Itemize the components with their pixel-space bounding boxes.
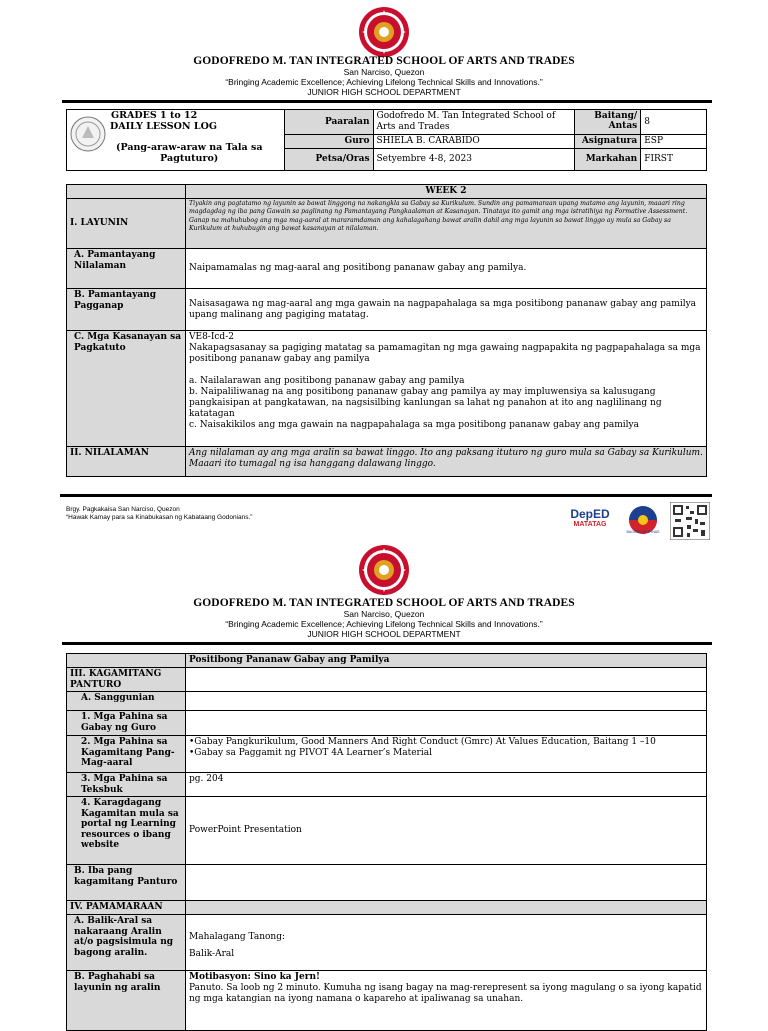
teksbuk-value: pg. 204 bbox=[186, 773, 707, 797]
bagong-pilipinas-logo-icon bbox=[624, 503, 662, 541]
paghahabi-title: Motibasyon: Sino ka Jern! bbox=[189, 972, 320, 982]
footer-divider bbox=[60, 494, 712, 497]
footer-slogan: “Hawak Kamay para sa Kinabukasan ng Kabataang Godonians.” bbox=[66, 514, 253, 521]
kagamitang-line2: •Gabay sa Paggamit ng PIVOT 4A Learner’s Material bbox=[189, 748, 432, 758]
header-divider-page2 bbox=[62, 642, 712, 645]
log-title-line2: DAILY LESSON LOG bbox=[110, 121, 217, 132]
bagong-pilipinas-text: BAGONG PILIPINAS bbox=[626, 530, 660, 534]
kasanayan-main: Nakapagsasanay sa pagiging matatag sa pamamagitan ng mga gawaing nagpapakita ng pagpapahalaga sa mga positibong pananaw gabay ang pamilya bbox=[189, 343, 701, 364]
pamantayang-pagganap-label: B. Pamantayang Pagganap bbox=[67, 289, 186, 331]
asignatura-label: Asignatura bbox=[575, 135, 641, 149]
qr-code-icon bbox=[670, 502, 710, 540]
nilalaman-text: Ang nilalaman ay ang mga aralin sa bawat linggo. Ito ang paksang ituturo ng guro mula sa Gabay sa Kurikulum. Maaari ito tumagal ng isa hanggang dalawang linggo. bbox=[186, 447, 707, 477]
petsa-value: Setyembre 4-8, 2023 bbox=[373, 149, 575, 171]
week-label: WEEK 2 bbox=[186, 185, 707, 199]
karagdagang-value: PowerPoint Presentation bbox=[186, 797, 707, 865]
log-info-table bbox=[66, 109, 707, 171]
school-seal-icon-page2 bbox=[358, 544, 410, 596]
log-title-cell bbox=[67, 110, 285, 171]
markahan-value: FIRST bbox=[641, 149, 707, 171]
log-title-line1: GRADES 1 to 12 bbox=[111, 110, 198, 121]
objectives-table bbox=[66, 184, 707, 477]
layunin-label: I. LAYUNIN bbox=[67, 199, 186, 249]
guro-value: SHIELA B. CARABIDO bbox=[373, 135, 575, 149]
department-label-page2: JUNIOR HIGH SCHOOL DEPARTMENT bbox=[307, 629, 461, 639]
kagamitang-line1: •Gabay Pangkurikulum, Good Manners And Right Conduct (Gmrc) At Values Education, Baitang 1 –10 bbox=[189, 737, 656, 747]
asignatura-value: ESP bbox=[641, 135, 707, 149]
iba-pang-value bbox=[186, 865, 707, 901]
school-name: GODOFREDO M. TAN INTEGRATED SCHOOL OF ARTS AND TRADES bbox=[193, 55, 575, 67]
pamamaraan-label: IV. PAMAMARAAN bbox=[67, 901, 186, 915]
sanggunian-value bbox=[186, 692, 707, 711]
school-motto-page2: “Bringing Academic Excellence; Achieving Lifelong Technical Skills and Innovations.” bbox=[225, 619, 543, 629]
pamantayang-nilalaman-text: Naipamamalas ng mag-aaral ang positibong pananaw gabay ang pamilya. bbox=[186, 249, 707, 289]
kasanayan-code: VE8-Icd-2 bbox=[189, 332, 234, 342]
header-divider bbox=[62, 100, 712, 103]
footer-address: Brgy. Pagkakaisa San Narciso, Quezon bbox=[66, 506, 180, 513]
markahan-label: Markahan bbox=[575, 149, 641, 171]
lesson-topic: Positibong Pananaw Gabay ang Pamilya bbox=[186, 654, 707, 668]
deped-matatag-logo bbox=[566, 502, 614, 540]
department-label: JUNIOR HIGH SCHOOL DEPARTMENT bbox=[307, 87, 461, 97]
kasanayan-cell bbox=[186, 331, 707, 447]
week-spacer-cell bbox=[67, 185, 186, 199]
school-location: San Narciso, Quezon bbox=[343, 67, 425, 77]
baitang-value: 8 bbox=[641, 110, 707, 135]
paaralan-value: Godofredo M. Tan Integrated School of Arts and Trades bbox=[373, 110, 575, 135]
layunin-text: Tiyakin ang pagtatamo ng layunin sa bawat linggong na nakangkla sa Gabay sa Kurikulum. Sundin ang pamamaraan upang matamo ang layunin, maaari ring magdagdag ng iba pang Gawain sa paglinang ng Pamantayang Pangkaalaman at Kasanayan. Tinataya ito gamit ang mga istratihiya ng Formative Assessment. Ganap na mahuhubog ang mga mag-aaral at mararamdaman ang kahalagahang bawat aralin dahil ang mga layunin sa bawat linggo ay mula sa Gabay sa Kurikulum at huhubugin ang bawat kasanayan at nilalaman. bbox=[186, 199, 707, 249]
paghahabi-cell bbox=[186, 971, 707, 1031]
deped-logo-text: DepED bbox=[570, 507, 610, 521]
topic-spacer-cell bbox=[67, 654, 186, 668]
paaralan-label: Paaralan bbox=[285, 110, 373, 135]
gabay-guro-label: 1. Mga Pahina sa Gabay ng Guro bbox=[67, 711, 186, 736]
log-subtitle: (Pang-araw-araw na Tala sa Pagtuturo) bbox=[115, 142, 263, 164]
matatag-logo-text: MATATAG bbox=[573, 521, 607, 528]
balik-aral-line2: Balik-Aral bbox=[189, 948, 235, 959]
pamantayang-nilalaman-label: A. Pamantayang Nilalaman bbox=[67, 249, 186, 289]
kasanayan-a: a. Nailalarawan ang positibong pananaw gabay ang pamilya bbox=[189, 376, 465, 386]
school-seal-icon bbox=[358, 6, 410, 58]
school-location-page2: San Narciso, Quezon bbox=[343, 609, 425, 619]
paghahabi-label: B. Paghahabi sa layunin ng aralin bbox=[67, 971, 186, 1031]
kagamitang-label: III. KAGAMITANG PANTURO bbox=[67, 668, 186, 692]
materials-procedure-table bbox=[66, 653, 707, 1031]
kasanayan-label: C. Mga Kasanayan sa Pagkatuto bbox=[67, 331, 186, 447]
kagamitang-value bbox=[186, 668, 707, 692]
kasanayan-b: b. Naipaliliwanag na ang positibong pananaw gabay ang pamilya ay may impluwensiya sa kalusugang pangkaisipan at pangkatawan, na nagsisilbing kanlungan sa lahat ng panahon at ito ang naglilinang ng katatagan bbox=[189, 387, 662, 419]
guro-label: Guro bbox=[285, 135, 373, 149]
kasanayan-c: c. Naisakikilos ang mga gawain na nagpapahalaga sa mga positibong pananaw gabay ang pamilya bbox=[189, 420, 639, 430]
kagamitang-mag-aaral-cell bbox=[186, 736, 707, 773]
paghahabi-text: Panuto. Sa loob ng 2 minuto. Kumuha ng isang bagay na mag-rerepresent sa iyong magulang o sa iyong kapatid ng mga katangian na iyong namana o kapareho at ipaliwanag sa unahan. bbox=[189, 983, 702, 1004]
school-motto: “Bringing Academic Excellence; Achieving Lifelong Technical Skills and Innovations.” bbox=[225, 77, 543, 87]
kagamitang-mag-aaral-label: 2. Mga Pahina sa Kagamitang Pang-Mag-aaral bbox=[67, 736, 186, 773]
balik-aral-line1: Mahalagang Tanong: bbox=[189, 931, 286, 942]
sanggunian-label: A. Sanggunian bbox=[67, 692, 186, 711]
teksbuk-label: 3. Mga Pahina sa Teksbuk bbox=[67, 773, 186, 797]
gabay-guro-value bbox=[186, 711, 707, 736]
petsa-label: Petsa/Oras bbox=[285, 149, 373, 171]
pamamaraan-value bbox=[186, 901, 707, 915]
balik-aral-label: A. Balik-Aral sa nakaraang Aralin at/o pagsisimula ng bagong aralin. bbox=[67, 915, 186, 971]
karagdagang-label: 4. Karagdagang Kagamitan mula sa portal ng Learning resources o ibang website bbox=[67, 797, 186, 865]
balik-aral-cell bbox=[186, 915, 707, 971]
pamantayang-pagganap-text: Naisasagawa ng mag-aaral ang mga gawain na nagpapahalaga sa mga positibong pananaw gabay ang pamilya upang malinang ang pagiging matatag. bbox=[186, 289, 707, 331]
school-name-page2: GODOFREDO M. TAN INTEGRATED SCHOOL OF ARTS AND TRADES bbox=[193, 597, 575, 609]
nilalaman-label: II. NILALAMAN bbox=[67, 447, 186, 477]
baitang-label: Baitang/ Antas bbox=[575, 110, 641, 135]
iba-pang-label: B. Iba pang kagamitang Panturo bbox=[67, 865, 186, 901]
